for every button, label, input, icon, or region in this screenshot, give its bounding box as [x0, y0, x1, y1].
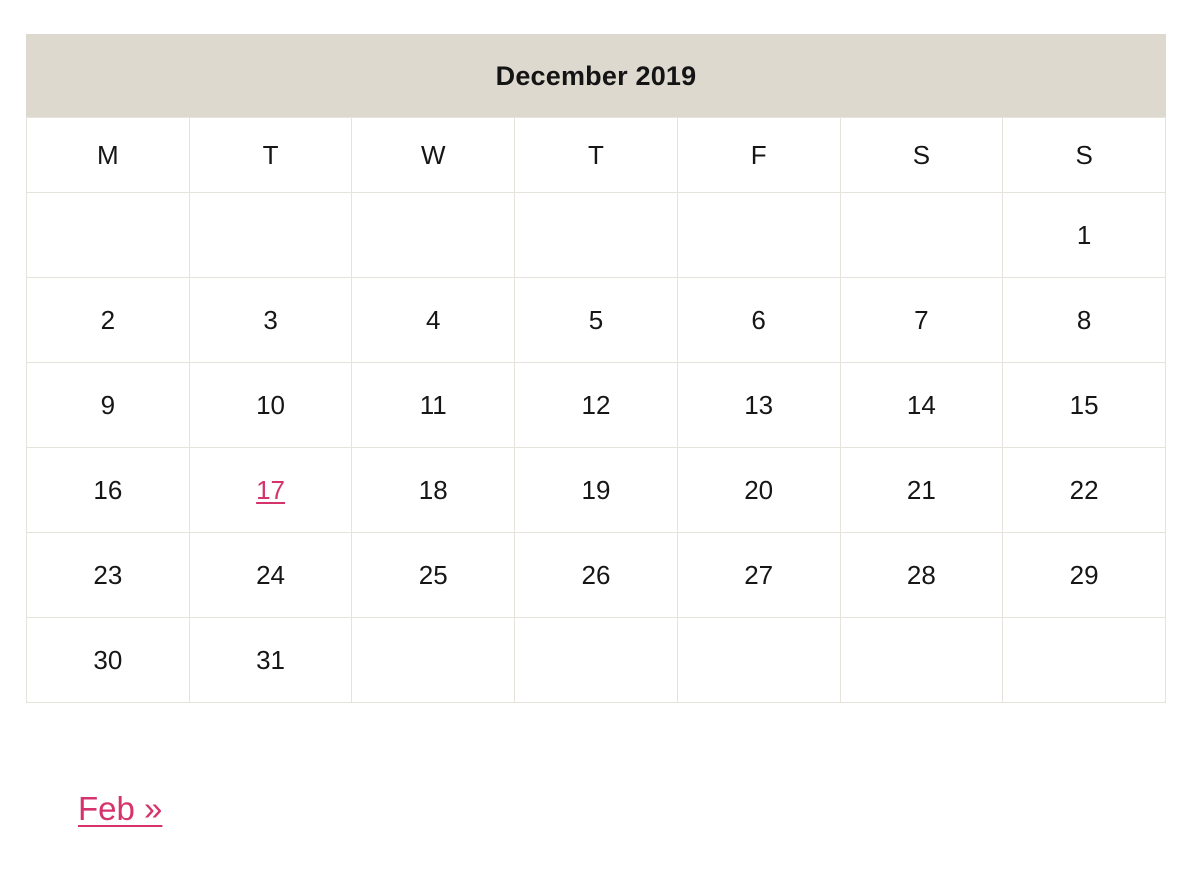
calendar-day-cell[interactable] [1003, 533, 1166, 618]
calendar-weekday-header-row [27, 118, 1166, 193]
calendar-day-cell[interactable] [515, 363, 678, 448]
calendar-day-cell[interactable] [840, 448, 1003, 533]
calendar-day-cell[interactable] [677, 363, 840, 448]
calendar-day-cell[interactable] [352, 448, 515, 533]
calendar-day-cell[interactable] [1003, 363, 1166, 448]
calendar-weeks [27, 193, 1166, 703]
calendar-day-number: 11 [419, 389, 447, 420]
calendar-day-cell[interactable] [677, 278, 840, 363]
weekday-header-saturday: S [840, 118, 1003, 193]
calendar-cell-empty [677, 193, 840, 278]
calendar-day-cell[interactable] [677, 448, 840, 533]
calendar-day-number: 10 [256, 389, 286, 420]
weekday-header-monday: M [27, 118, 190, 193]
calendar-cell-empty [515, 193, 678, 278]
calendar-day-number: 19 [581, 474, 611, 505]
calendar-day-number: 24 [256, 559, 286, 590]
weekday-header-sunday: S [1003, 118, 1166, 193]
calendar-month-title: December 2019 [26, 34, 1166, 117]
next-month-link[interactable]: Feb » [78, 790, 163, 827]
calendar-day-number: 20 [744, 474, 774, 505]
calendar-day-cell[interactable] [27, 278, 190, 363]
calendar-day-number: 9 [100, 389, 116, 420]
calendar-day-cell[interactable] [189, 363, 352, 448]
calendar-day-number: 25 [418, 559, 448, 590]
calendar-day-number: 6 [751, 304, 766, 335]
calendar-day-number: 4 [426, 304, 441, 335]
calendar-day-cell[interactable] [352, 278, 515, 363]
calendar-day-cell[interactable] [1003, 448, 1166, 533]
calendar-week-row [27, 193, 1166, 278]
calendar-day-number: 22 [1069, 474, 1099, 505]
calendar-day-number: 2 [100, 304, 116, 335]
calendar-day-number: 5 [588, 304, 604, 335]
calendar-day-cell[interactable] [677, 533, 840, 618]
calendar-day-cell[interactable] [352, 363, 515, 448]
calendar-day-number: 3 [263, 304, 278, 335]
calendar-week-row [27, 363, 1166, 448]
calendar-week-row [27, 618, 1166, 703]
calendar-day-number: 7 [914, 304, 929, 335]
calendar-cell-empty [352, 618, 515, 703]
calendar-day-cell[interactable] [189, 533, 352, 618]
calendar-cell-empty [352, 193, 515, 278]
calendar-day-number: 21 [906, 474, 936, 505]
calendar-day-number: 23 [93, 559, 123, 590]
calendar-day-cell[interactable] [515, 533, 678, 618]
calendar-day-cell[interactable] [1003, 278, 1166, 363]
calendar-day-cell[interactable] [515, 448, 678, 533]
calendar-day-number: 31 [256, 644, 286, 675]
calendar-day-cell[interactable] [840, 533, 1003, 618]
calendar-day-number: 26 [581, 559, 611, 590]
calendar-table [26, 34, 1166, 703]
calendar-day-cell[interactable] [27, 448, 190, 533]
calendar-week-row [27, 448, 1166, 533]
calendar-day-number: 8 [1076, 304, 1092, 335]
calendar-day-cell[interactable] [27, 533, 190, 618]
weekday-header-tuesday: T [189, 118, 352, 193]
calendar-cell-empty [189, 193, 352, 278]
calendar-day-number: 14 [906, 389, 936, 420]
calendar-navigation [78, 790, 1138, 850]
calendar-cell-empty [515, 618, 678, 703]
calendar-cell-empty [677, 618, 840, 703]
calendar-day-cell[interactable] [515, 278, 678, 363]
calendar-widget [26, 34, 1166, 703]
calendar-day-cell-today[interactable] [189, 448, 352, 533]
calendar-day-link-today[interactable]: 17 [256, 474, 286, 505]
calendar-day-cell[interactable] [352, 533, 515, 618]
calendar-week-row [27, 533, 1166, 618]
calendar-day-number: 27 [744, 559, 774, 590]
weekday-header-friday: F [677, 118, 840, 193]
calendar-day-number: 16 [93, 474, 123, 505]
calendar-cell-empty [840, 193, 1003, 278]
calendar-day-cell[interactable] [27, 618, 190, 703]
calendar-day-cell[interactable] [189, 618, 352, 703]
calendar-day-number: 15 [1069, 389, 1099, 420]
weekday-header-wednesday: W [352, 118, 515, 193]
calendar-cell-empty [1003, 618, 1166, 703]
calendar-week-row [27, 278, 1166, 363]
calendar-day-cell[interactable] [840, 363, 1003, 448]
calendar-day-number: 12 [581, 389, 611, 420]
calendar-cell-empty [27, 193, 190, 278]
weekday-header-thursday: T [515, 118, 678, 193]
calendar-day-number: 18 [418, 474, 448, 505]
calendar-day-cell[interactable] [27, 363, 190, 448]
calendar-day-cell[interactable] [840, 278, 1003, 363]
calendar-cell-empty [840, 618, 1003, 703]
calendar-day-number: 30 [93, 644, 123, 675]
calendar-day-number: 1 [1076, 219, 1092, 250]
calendar-day-number: 29 [1069, 559, 1099, 590]
calendar-day-number: 28 [906, 559, 936, 590]
calendar-day-number: 13 [744, 389, 774, 420]
calendar-day-cell[interactable] [189, 278, 352, 363]
calendar-day-cell[interactable] [1003, 193, 1166, 278]
